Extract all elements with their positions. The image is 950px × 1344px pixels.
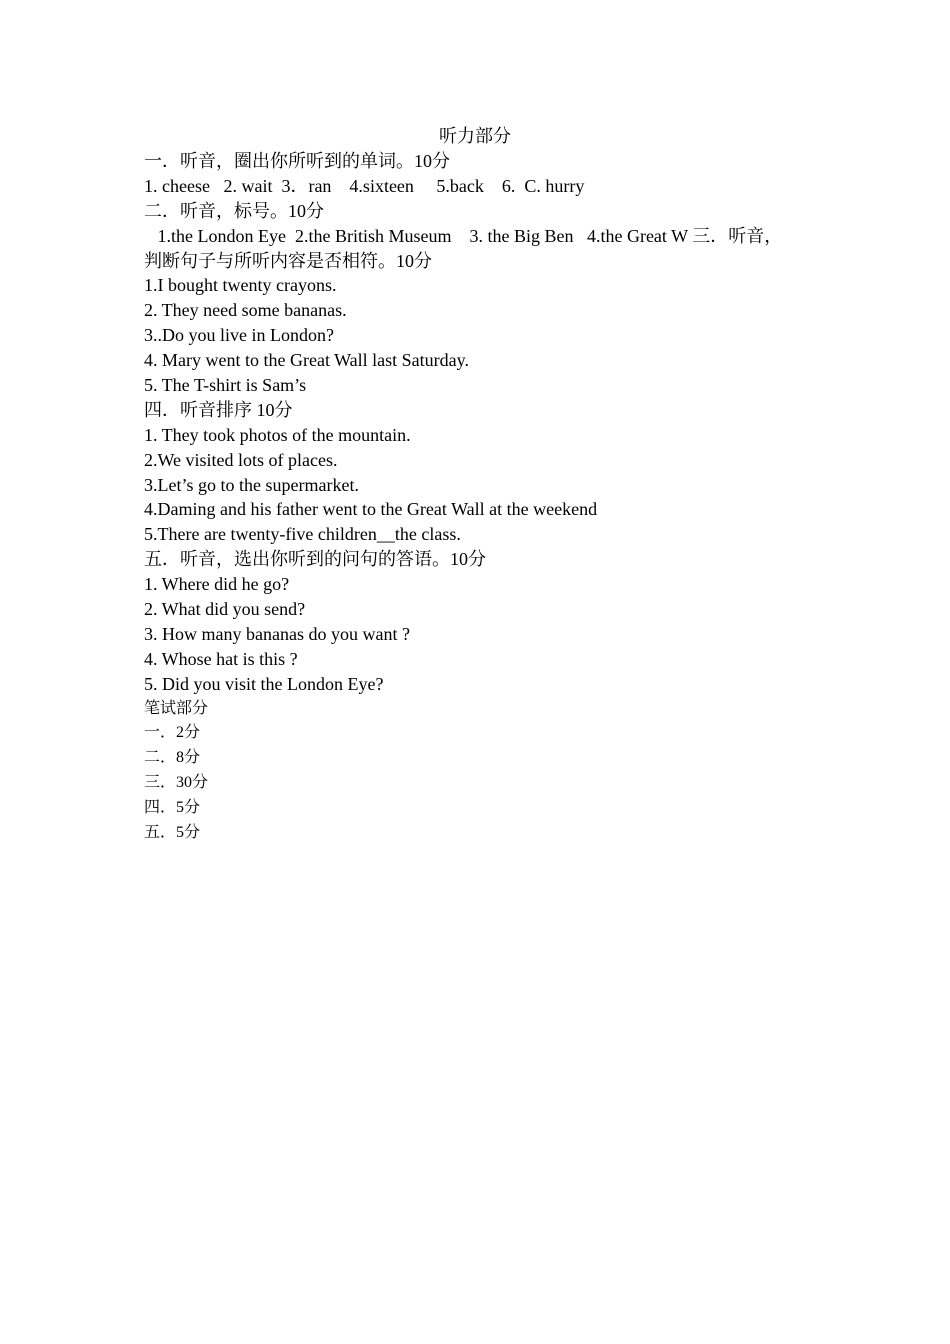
text-line: 1. cheese 2. wait 3．ran 4.sixteen 5.back 6. C. hurry [144,175,585,196]
section-heading: 四．听音排序 10分 [144,399,293,420]
text-line: 3. How many bananas do you want ? [144,623,410,644]
section-heading: 五．听音，选出你听到的问句的答语。10分 [144,549,486,570]
text-line: 1.I bought twenty crayons. [144,275,337,296]
section-heading: 二．听音，标号。10分 [144,200,324,221]
text-line: 1. They took photos of the mountain. [144,424,411,445]
text-line: 2. What did you send? [144,599,306,620]
section-heading: 一．听音，圈出你所听到的单词。10分 [144,151,450,171]
text-line: 5. Did you visit the London Eye? [144,673,384,694]
score-line: 一．2分 [144,724,201,742]
score-line: 三．30分 [144,774,209,792]
written-section-heading: 笔试部分 [144,699,209,717]
document-body [144,149,834,846]
text-line: 3.Let’s go to the supermarket. [144,474,359,495]
text-line: 1. Where did he go? [144,574,290,595]
text-line: 5. The T-shirt is Sam’s [144,375,307,396]
text-line: 4. Whose hat is this ? [144,648,298,669]
text-line: 4. Mary went to the Great Wall last Saturday. [144,350,469,371]
text-line: 2.We visited lots of places. [144,449,338,470]
score-line: 五．5分 [144,824,201,842]
page-title: 听力部分 [439,126,511,146]
text-line: 1.the London Eye 2.the British Museum 3. the Big Ben 4.the Great W 三．听音， [144,225,783,246]
text-line: 5.There are twenty-five children__the class. [144,524,461,545]
text-line: 4.Daming and his father went to the Great Wall at the weekend [144,499,598,520]
text-line: 2. They need some bananas. [144,300,347,321]
score-line: 四．5分 [144,799,201,817]
score-line: 二．8分 [144,749,201,767]
text-line: 判断句子与所听内容是否相符。10分 [144,250,432,271]
text-line: 3..Do you live in London? [144,325,334,346]
